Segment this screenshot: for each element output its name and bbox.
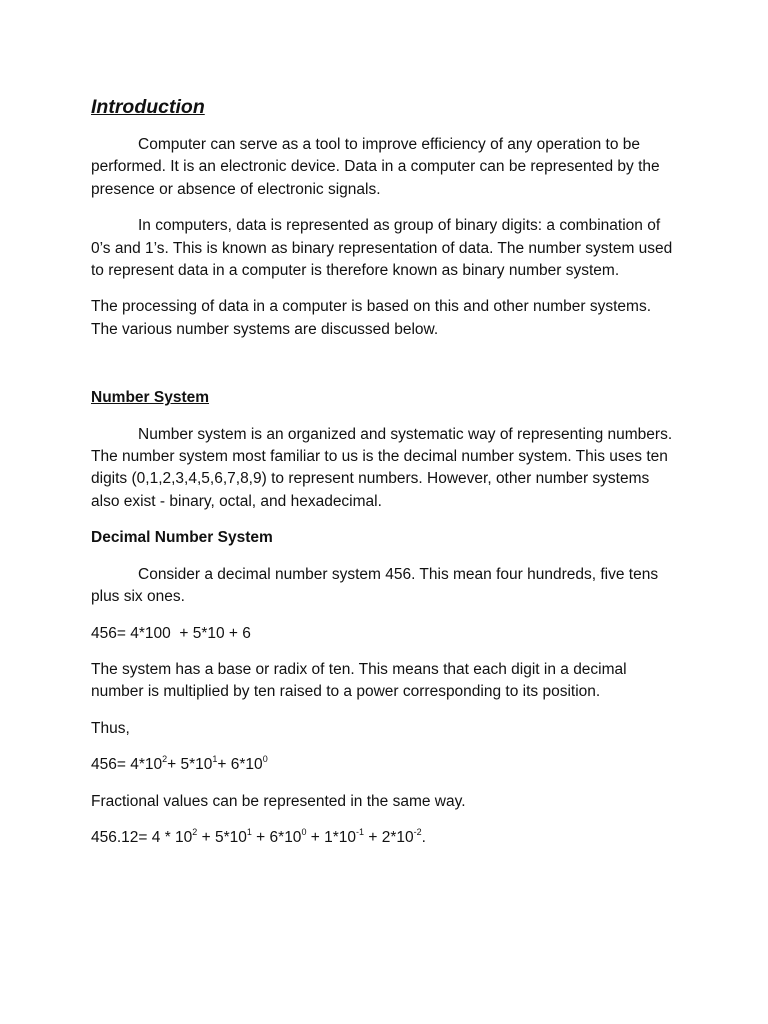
eq3-term-5: . [421, 828, 426, 846]
decimal-paragraph-1: Consider a decimal number system 456. This mean four hundreds, five tens plus six ones. [91, 565, 659, 606]
eq3-exp-3: 0 [301, 826, 307, 837]
eq3-term-2: + 6*10 [251, 828, 302, 846]
eq3-exp-5: -2 [413, 826, 422, 837]
eq2-exp-1: 2 [162, 753, 168, 764]
equation-456-expanded: 456= 4*100 + 5*10 + 6 [91, 624, 251, 642]
decimal-paragraph-3: Fractional values can be represented in the same way. [91, 792, 466, 810]
eq2-exp-3: 0 [262, 753, 268, 764]
introduction-heading: Introduction [91, 96, 205, 118]
equation-456-12-powers [91, 827, 681, 849]
decimal-number-system-heading: Decimal Number System [91, 529, 273, 547]
intro-paragraph-1: Computer can serve as a tool to improve efficiency of any operation to be performed. It is an electronic device. Data in a computer can be represented by the presence or absence of electronic signals. [91, 136, 660, 198]
thus-label: Thus, [91, 719, 130, 737]
eq3-term-3: + 1*10 [306, 828, 357, 846]
decimal-paragraph-2: The system has a base or radix of ten. This means that each digit in a decimal number is multiplied by ten raised to a power corresponding to its position. [91, 660, 627, 701]
eq3-term-1: + 5*10 [197, 828, 247, 846]
eq2-term-2: + 6*10 [217, 756, 263, 774]
eq3-term-4: + 2*10 [364, 828, 414, 846]
eq3-exp-1: 2 [192, 826, 198, 837]
eq2-term-1: + 5*10 [167, 756, 213, 774]
eq3-lead: 456.12= 4 * 10 [91, 828, 193, 846]
eq2-lead: 456= 4*10 [91, 756, 163, 774]
document-body [91, 94, 681, 863]
eq2-exp-2: 1 [212, 753, 218, 764]
number-system-heading: Number System [91, 389, 210, 407]
eq3-exp-4: -1 [356, 826, 365, 837]
number-system-paragraph: Number system is an organized and systematic way of representing numbers. The number system most familiar to us is the decimal number system. This uses ten digits (0,1,2,3,4,5,6,7,8,9) to represent numbers. However, other number systems also exist - binary, octal, and hexadecimal. [91, 425, 673, 510]
intro-paragraph-2: In computers, data is represented as group of binary digits: a combination of 0’s and 1’s. This is known as binary representation of data. The number system used to represent data in a computer is therefore known as binary number system. [91, 217, 673, 280]
equation-456-powers [91, 754, 681, 776]
eq3-exp-2: 1 [246, 826, 252, 837]
intro-paragraph-3: The processing of data in a computer is based on this and other number systems. The various number systems are discussed below. [91, 298, 652, 338]
